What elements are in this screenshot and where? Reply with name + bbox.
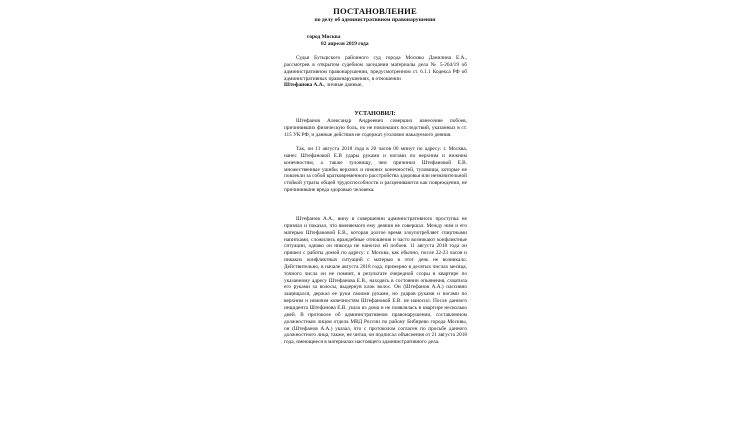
document-city: город Москва [307, 34, 341, 40]
intro-text: Судья Бутырского районного суд города Москвы Данилина Е.А., рассмотрев в открытом судебном заседании материалы дела № 5-264/19 об административном правонарушении, предусмотренном ст. 6.1.1 Кодекса РФ об административных правонарушениях, в отношении [284, 55, 467, 82]
section-heading: УСТАНОВИЛ: [354, 111, 396, 117]
defendant-rest: , личные данные, [323, 82, 363, 89]
document-page [280, 0, 470, 422]
paragraph-2: Так, он 11 августа 2018 года в 20 часов 00 минут по адресу: г. Москва, нанес Штефановой Е.В удары руками и ногами по верхним и нижним конечностям, а также туловищу, чем причинил Штефановой Е.В. множественные ушибы верхних и нижних конечностей, туловища, которые не повлекли за собой кратковременного расстройства здоровья или незначительной стойкой утраты общей трудоспособности и расцениваются как повреждения, не причинившие вреда здоровью человека. [284, 146, 467, 194]
defendant-name: Штефанова А.А. [284, 82, 324, 89]
paragraph-3: Штефанов А.А., вину в совершении административного проступка не признал и показал, что вменяемого ему деяния не совершал. Между ним и его матерью Штефановой Е.В., которая долгое время злоупотребляет спиртными напитками, сложились враждебные отношения и часто возникают конфликтные ситуации, однако он никогда не наносил ей побоев. 11 августа 2018 года он пришел с работы домой по адресу: г. Москва, как обычно, после 22-23 часов и никаких конфликтных ситуаций с матерью в этот день не возникало. Действительно, в начале августа 2018 года, примерно в десятых числах месяца, точного числа он не помнит, в результате очередной ссоры в квартире по указанному адресу Штефанова Е.В., находясь в состоянии опьянения, схватила его руками за волосы, выдернув клок волос. Он (Штефанов А.А.) пассивно защищался, держал ее руки своими руками, но ударов руками и ногами по верхним и нижним конечностям Штефановой Е.В. не наносил. После данного инцидента Штефанова Е.В. ушла из дома и не появлялась в квартире несколько дней. В протоколе об административном правонарушении, составленном должностным лицом отдела МВД России по району Бибирево города Москвы, он (Штефанов А.А.) указал, что с протоколом согласен по просьбе данного должностного лица, также, не читая, он подписал объяснения от 21 августа 2018 года, имеющиеся в материалах настоящего административного дела. [284, 216, 467, 346]
document-subtitle: по делу об административном правонарушении [314, 17, 436, 23]
document-date: 02 апреля 2019 года [321, 41, 369, 47]
document-title: ПОСТАНОВЛЕНИЕ [333, 6, 417, 16]
paragraph-1: Штефанов Александр Андреевич совершил нанесение побоев, причинивших физическую боль, но не повлекших последствий, указанных в ст. 115 УК РФ, и данные действия не содержат уголовно наказуемого деяния. [284, 118, 467, 138]
intro-paragraph [284, 55, 467, 89]
